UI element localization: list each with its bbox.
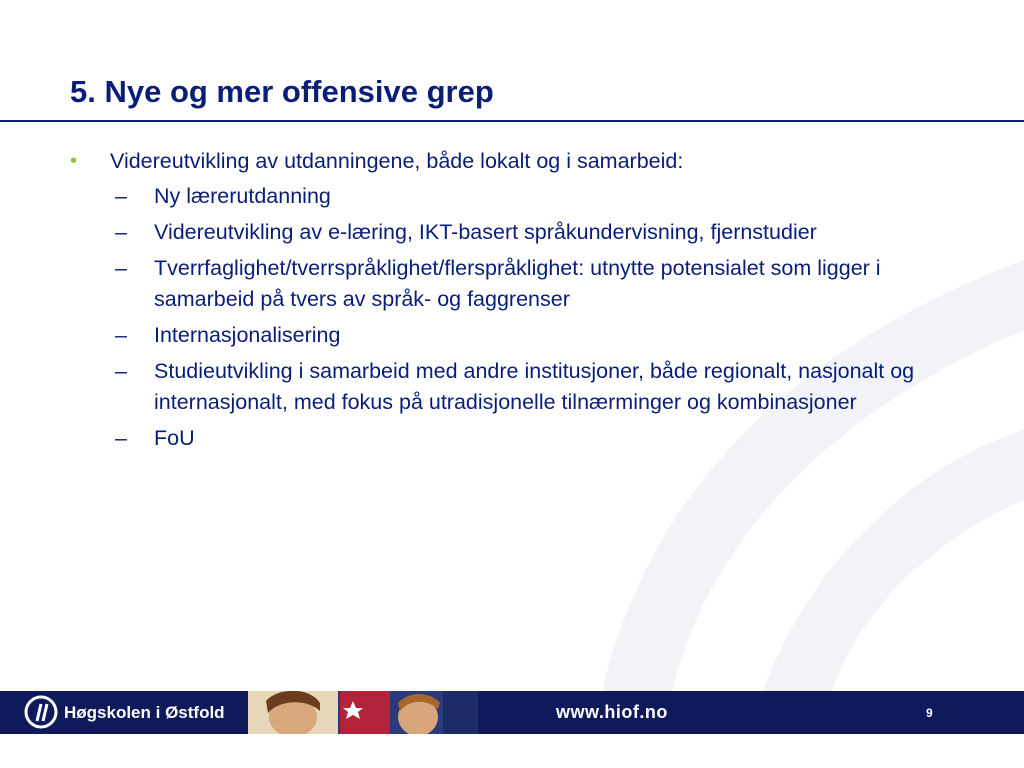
dash-marker: – [115, 359, 127, 383]
page-number: 9 [926, 706, 933, 720]
bullet-item [70, 146, 950, 177]
slide-content [70, 146, 950, 459]
title-divider [0, 120, 1024, 122]
sub-item-5 [115, 356, 950, 418]
sub-item-3 [115, 253, 950, 315]
sub-item-6 [115, 423, 950, 454]
hiof-logo-icon [24, 695, 58, 729]
sub-item-text: FoU [154, 426, 195, 450]
slide-title: 5. Nye og mer offensive grep [70, 74, 494, 109]
sub-list [115, 181, 950, 454]
dash-marker: – [115, 220, 127, 244]
sub-item-1 [115, 181, 950, 212]
bullet-marker: • [70, 150, 78, 172]
sub-item-2 [115, 217, 950, 248]
students-photo [248, 691, 478, 734]
footer-bar [0, 691, 1024, 734]
bullet-text: Videreutvikling av utdanningene, både lokalt og i samarbeid: [110, 149, 684, 173]
dash-marker: – [115, 426, 127, 450]
sub-item-text: Videreutvikling av e-læring, IKT-basert språkundervisning, fjernstudier [154, 220, 817, 244]
website-link[interactable]: www.hiof.no [556, 702, 668, 722]
sub-item-text: Tverrfaglighet/tverrspråklighet/flerspråklighet: utnytte potensialet som ligger i samarbeid på tvers av språk- og faggrenser [154, 256, 881, 311]
sub-item-text: Ny lærerutdanning [154, 184, 331, 208]
sub-item-text: Studieutvikling i samarbeid med andre institusjoner, både regionalt, nasjonalt og internasjonalt, med fokus på utradisjonelle tilnærminger og kombinasjoner [154, 359, 915, 414]
sub-item-4 [115, 320, 950, 351]
dash-marker: – [115, 184, 127, 208]
dash-marker: – [115, 256, 127, 280]
logo-text: Høgskolen i Østfold [64, 703, 225, 722]
dash-marker: – [115, 323, 127, 347]
sub-item-text: Internasjonalisering [154, 323, 341, 347]
